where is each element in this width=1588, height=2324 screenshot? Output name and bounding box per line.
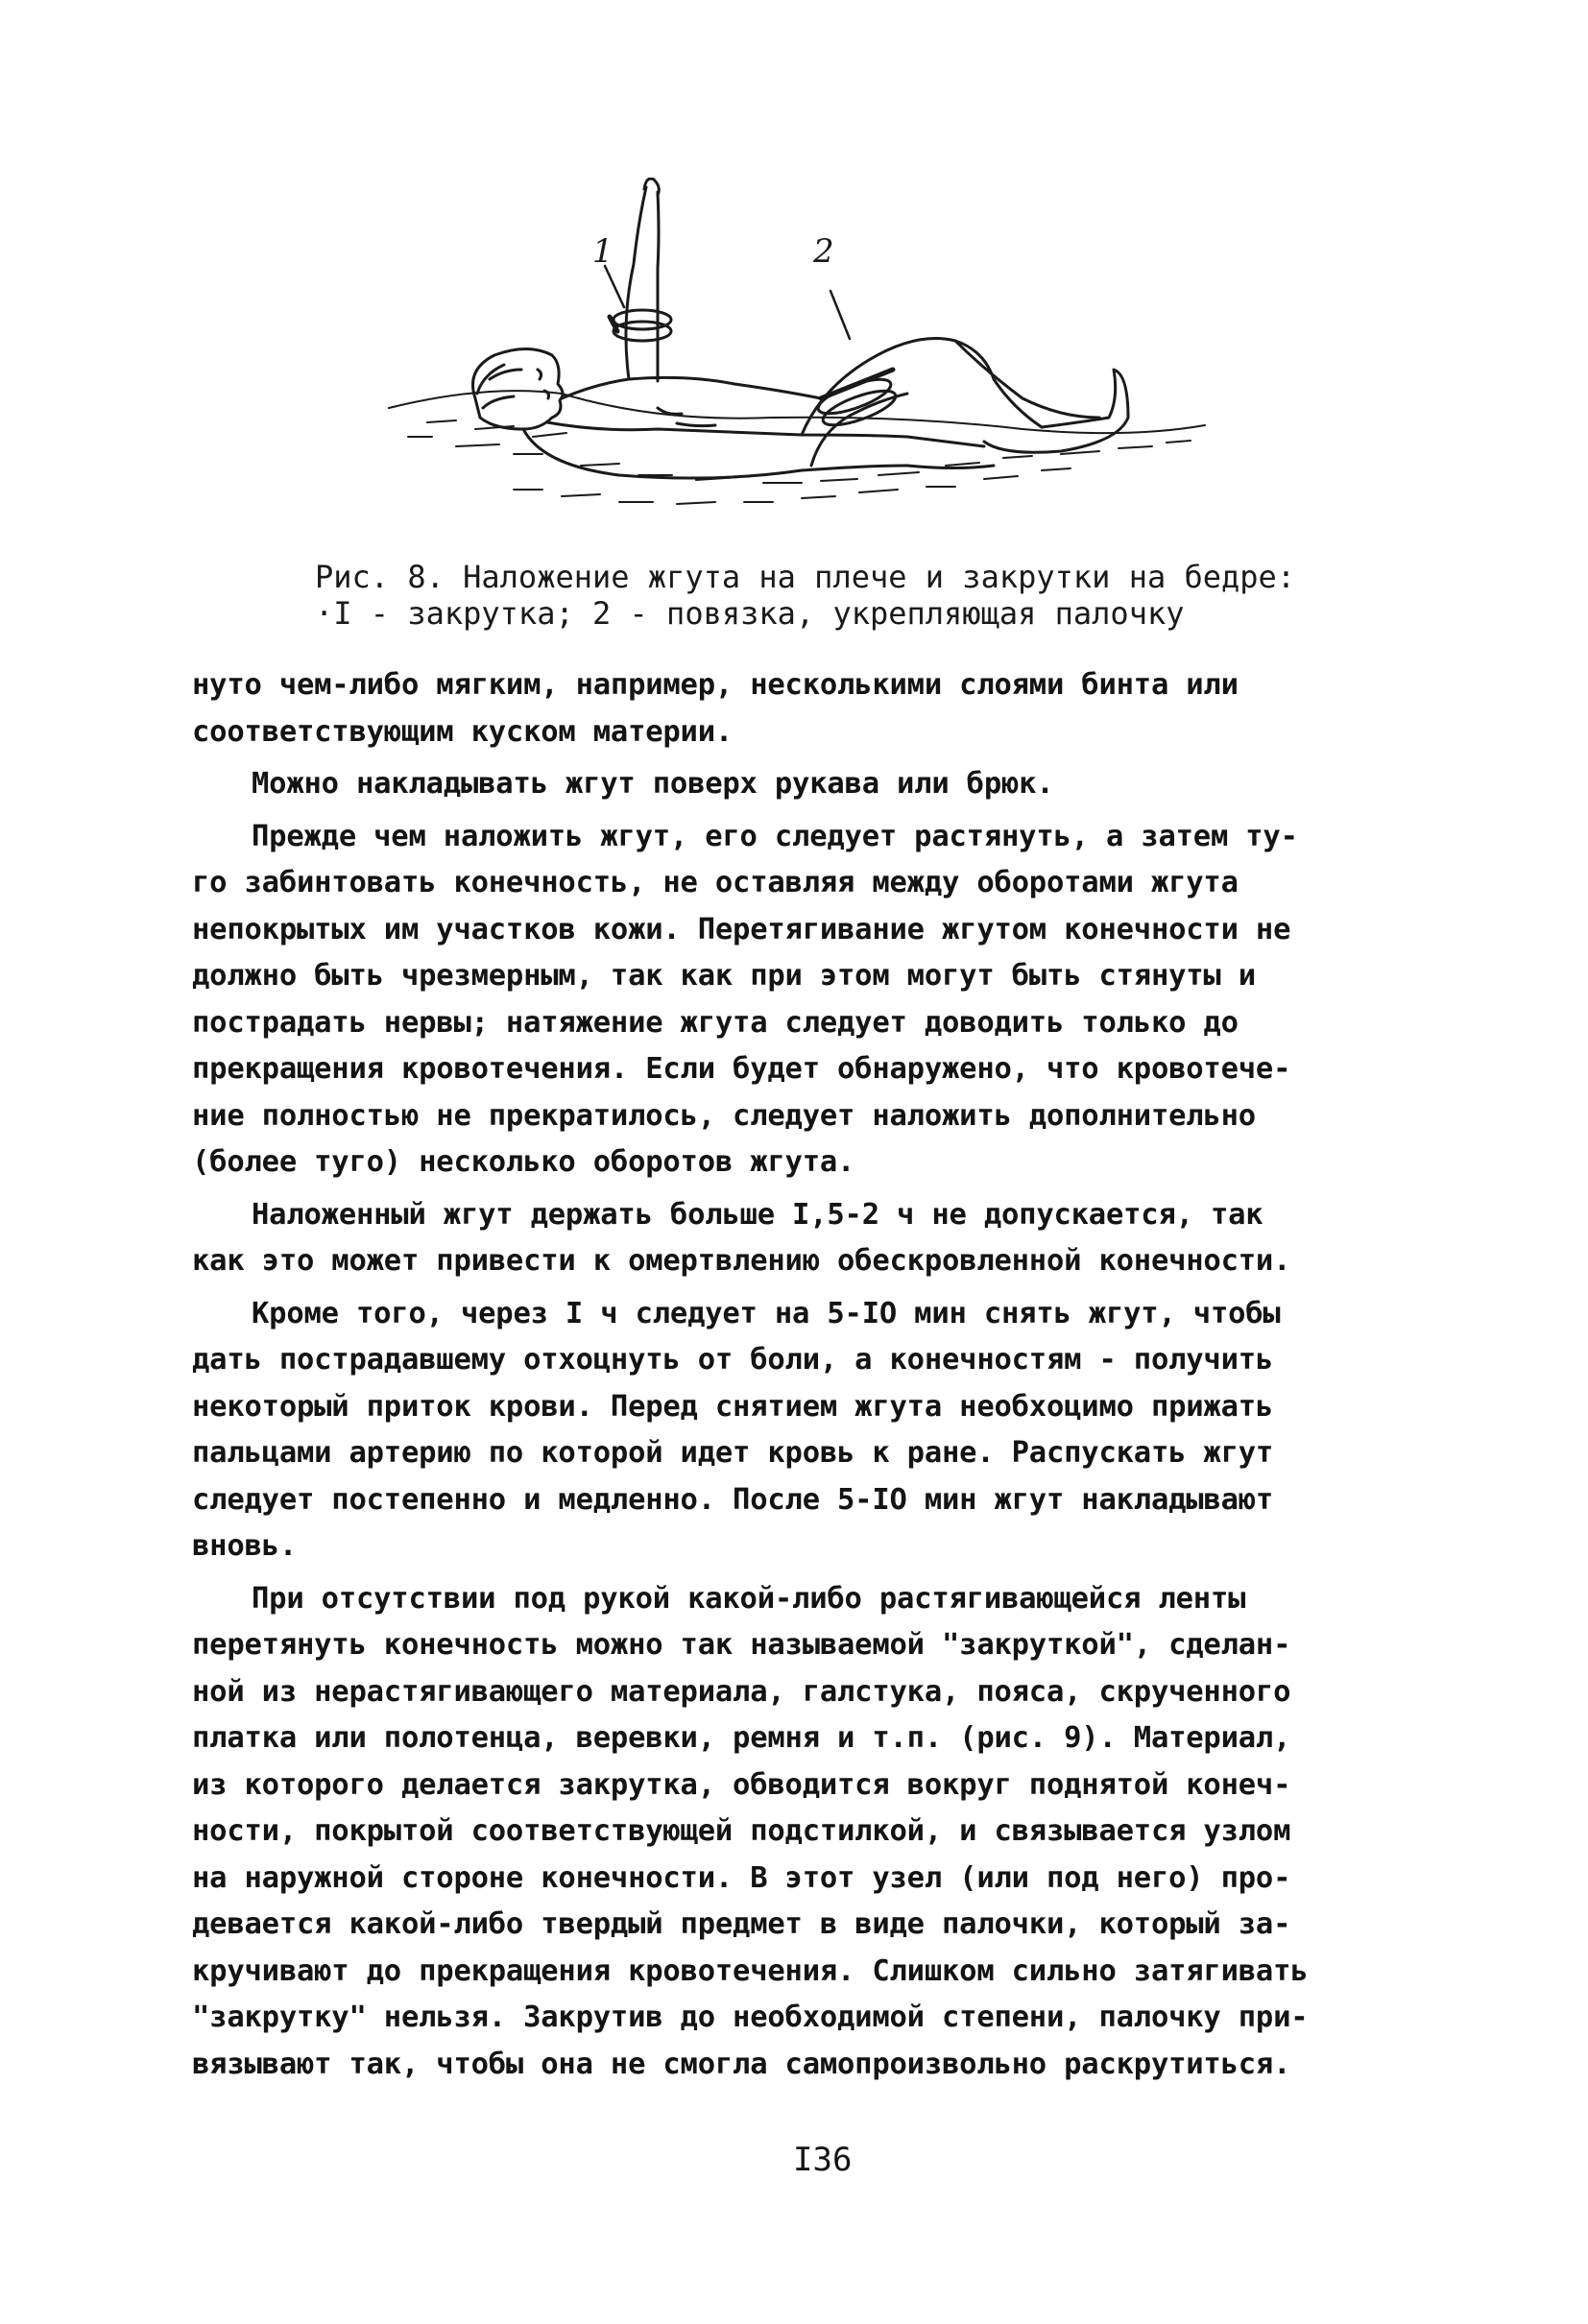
text-line: дать пострадавшему отхоцнуть от боли, а конечностям - получить [192,1343,1274,1377]
text-line: должно быть чрезмерным, так как при этом могут быть стянуты и [192,959,1256,993]
figure-raised-arm [610,179,671,381]
figure-tourniquet-illustration [370,178,1224,533]
text-line: Можно накладывать жгут поверх рукава или брюк. [252,767,1054,801]
figure-label-2: 2 [813,232,834,271]
text-line: ной из нерастягивающего материала, галстука, пояса, скрученного [192,1674,1291,1709]
text-line: некоторый приток крови. Перед снятием жгута необхоцимо прижать [192,1389,1274,1424]
figure-lower-body [907,437,994,468]
text-line: платка или полотенца, веревки, ремня и т.п. (рис. 9). Материал, [192,1721,1291,1755]
text-line: из которого делается закрутка, обводится вокруг поднятой конеч- [192,1767,1291,1802]
paragraph [192,1291,1402,1570]
caption-line-1: Рис. 8. Наложение жгута на плече и закрутки на бедре: [315,559,1296,595]
paragraph [192,761,1402,808]
text-line: девается какой-либо твердый предмет в виде палочки, который за- [192,1907,1291,1941]
text-line: на наружной стороне конечности. В этот узел (или под него) про- [192,1860,1291,1895]
figure-torso [523,377,907,478]
text-line: кручивают до прекращения кровотечения. Слишком сильно затягивать [192,1953,1309,1988]
text-line: следует постепенно и медленно. После 5-IO мин жгут накладывают [192,1482,1274,1517]
caption-line-2: ·I - закрутка; 2 - повязка, укрепляющая палочку [315,595,1185,632]
text-line: вновь. [192,1529,297,1563]
text-line: (более туго) несколько оборотов жгута. [192,1145,855,1179]
text-line: соответствующим куском материи. [192,714,734,749]
text-line: го забинтовать конечность, не оставляя между оборотами жгута [192,866,1239,899]
body-text [192,662,1402,2094]
text-line: Наложенный жгут держать больше I,5-2 ч не допускается, так [252,1197,1263,1232]
figure-caption [315,559,1467,632]
paragraph [192,1576,1402,2089]
text-line: как это может привести к омертвлению обескровленной конечности. [192,1244,1291,1278]
label-2-leader [830,291,850,339]
text-line: Кроме того, через I ч следует на 5-IO мин снять жгут, чтобы [252,1296,1281,1330]
paragraph [192,662,1402,755]
text-line: ности, покрытой соответствующей подстилкой, и связывается узлом [192,1814,1291,1848]
figure-label-1: 1 [592,232,614,271]
paragraph [192,1192,1402,1285]
figure-head [473,349,564,430]
figure-raised-leg [802,339,1128,467]
label-1-leader [605,266,624,307]
text-line: ние полностью не прекратилось, следует наложить дополнительно [192,1098,1256,1133]
text-line: "закрутку" нельзя. Закрутив до необходимой степени, палочку при- [192,2001,1309,2034]
page-number: I36 [793,2141,853,2179]
text-line: перетянуть конечность можно так называемой "закруткой", сделан- [192,1628,1291,1662]
text-line: При отсутствии под рукой какой-либо растягивающейся ленты [252,1581,1246,1616]
text-line: Прежде чем наложить жгут, его следует растянуть, а затем ту- [252,819,1298,853]
text-line: нуто чем-либо мягким, например, несколькими слоями бинта или [192,668,1239,702]
paragraph [192,814,1402,1186]
text-line: пострадать нервы; натяжение жгута следует доводить только до [192,1005,1239,1040]
text-line: прекращения кровотечения. Если будет обнаружено, что кровотече- [192,1052,1291,1086]
text-line: пальцами артерию по которой идет кровь к ране. Распускать жгут [192,1436,1274,1470]
text-line: непокрытых им участков кожи. Перетягивание жгутом конечности не [192,912,1291,946]
text-line: вязывают так, чтобы она не смогла самопроизвольно раскрутиться. [192,2047,1291,2081]
